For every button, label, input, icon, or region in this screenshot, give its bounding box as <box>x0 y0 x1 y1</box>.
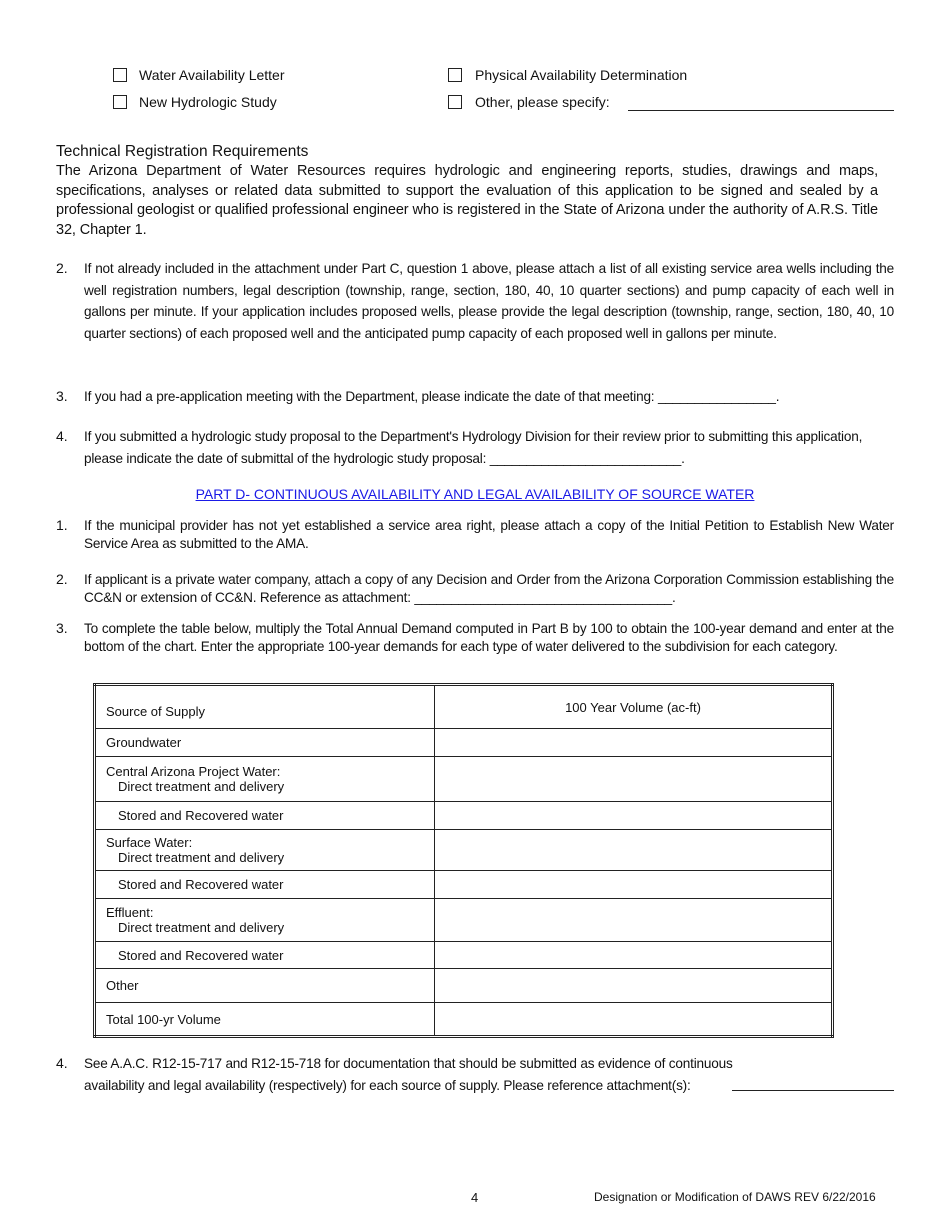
page-number: 4 <box>471 1190 479 1205</box>
checkbox-new-hydrologic-study[interactable] <box>113 95 127 109</box>
row-label: Stored and Recovered water <box>95 802 435 830</box>
technical-title: Technical Registration Requirements <box>56 143 309 160</box>
item-number: 1. <box>56 517 68 533</box>
item-number: 4. <box>56 1055 68 1071</box>
volume-cell[interactable] <box>435 830 833 871</box>
volume-cell[interactable] <box>435 899 833 942</box>
checkbox-label: Other, please specify: <box>475 94 610 110</box>
volume-cell[interactable] <box>435 1003 833 1037</box>
volume-cell[interactable] <box>435 942 833 969</box>
checkbox-label: New Hydrologic Study <box>139 94 277 110</box>
header-volume: 100 Year Volume (ac-ft) <box>435 685 833 729</box>
checkbox-label: Physical Availability Determination <box>475 67 688 83</box>
technical-body: The Arizona Department of Water Resources requires hydrologic and engineering reports, studies, drawings and maps, specifications, analyses or related data submitted to support the evaluation of this application to be signed and sealed by a professional geologist or qualified professional engineer who is registered in the State of Arizona under the authority of A.R.S. Title 32, Chapter 1. <box>56 163 878 238</box>
checkbox-other[interactable] <box>448 95 462 109</box>
document-revision: Designation or Modification of DAWS REV 6/22/2016 <box>594 1190 876 1204</box>
source-of-supply-table <box>93 683 834 1038</box>
row-label: Effluent: Direct treatment and delivery <box>95 899 435 942</box>
checkbox-water-availability-letter[interactable] <box>113 68 127 82</box>
item-text: If you had a pre-application meeting with the Department, please indicate the date of that meeting: ________________. <box>84 389 780 404</box>
volume-cell[interactable] <box>435 969 833 1003</box>
item-text: If not already included in the attachment under Part C, question 1 above, please attach a list of all existing service area wells including the well registration numbers, legal description (township, range, section, 180, 40, 10 quarter sections) and pump capacity of each well in gallons per minute. If your application includes proposed wells, please provide the legal description (township, range, section, 180, 40, 10 quarter sections) of each proposed well and the anticipated pump capacity of each proposed well in gallons per minute. <box>84 261 894 341</box>
item-number: 3. <box>56 620 68 636</box>
row-label: Total 100-yr Volume <box>95 1003 435 1037</box>
item-text: To complete the table below, multiply the Total Annual Demand computed in Part B by 100 to obtain the 100-year demand and enter at the bottom of the chart. Enter the appropriate 100-year demands for each type of water delivered to the subdivision for each category. <box>84 621 894 654</box>
other-specify-field[interactable] <box>628 110 894 111</box>
item-text: If applicant is a private water company, attach a copy of any Decision and Order from the Arizona Corporation Commission establishing the CC&N or extension of CC&N. Reference as attachment: ___________________________________. <box>84 572 894 605</box>
volume-cell[interactable] <box>435 729 833 757</box>
header-source: Source of Supply <box>95 685 435 729</box>
row-label: Surface Water: Direct treatment and delivery <box>95 830 435 871</box>
volume-cell[interactable] <box>435 802 833 830</box>
row-label: Groundwater <box>95 729 435 757</box>
row-label: Stored and Recovered water <box>95 871 435 899</box>
volume-cell[interactable] <box>435 757 833 802</box>
row-label: Stored and Recovered water <box>95 942 435 969</box>
item-number: 2. <box>56 260 68 276</box>
checkbox-label: Water Availability Letter <box>139 67 285 83</box>
row-label: Central Arizona Project Water: Direct treatment and delivery <box>95 757 435 802</box>
row-label: Other <box>95 969 435 1003</box>
item-number: 2. <box>56 571 68 587</box>
item-text: See A.A.C. R12-15-717 and R12-15-718 for documentation that should be submitted as evidence of continuous availability and legal availability (respectively) for each source of supply. Please reference attachment(s): <box>84 1056 733 1093</box>
item-text: If the municipal provider has not yet established a service area right, please attach a copy of the Initial Petition to Establish New Water Service Area as submitted to the AMA. <box>84 518 894 551</box>
item-number: 3. <box>56 388 68 404</box>
part-d-heading[interactable]: PART D- CONTINUOUS AVAILABILITY AND LEGAL AVAILABILITY OF SOURCE WATER <box>195 486 755 502</box>
volume-cell[interactable] <box>435 871 833 899</box>
item-text: If you submitted a hydrologic study proposal to the Department's Hydrology Division for their review prior to submitting this application, please indicate the date of submittal of the hydrologic study proposal: __________________________. <box>84 429 863 466</box>
attachment-reference-field[interactable] <box>732 1090 894 1091</box>
checkbox-physical-availability[interactable] <box>448 68 462 82</box>
item-number: 4. <box>56 428 68 444</box>
